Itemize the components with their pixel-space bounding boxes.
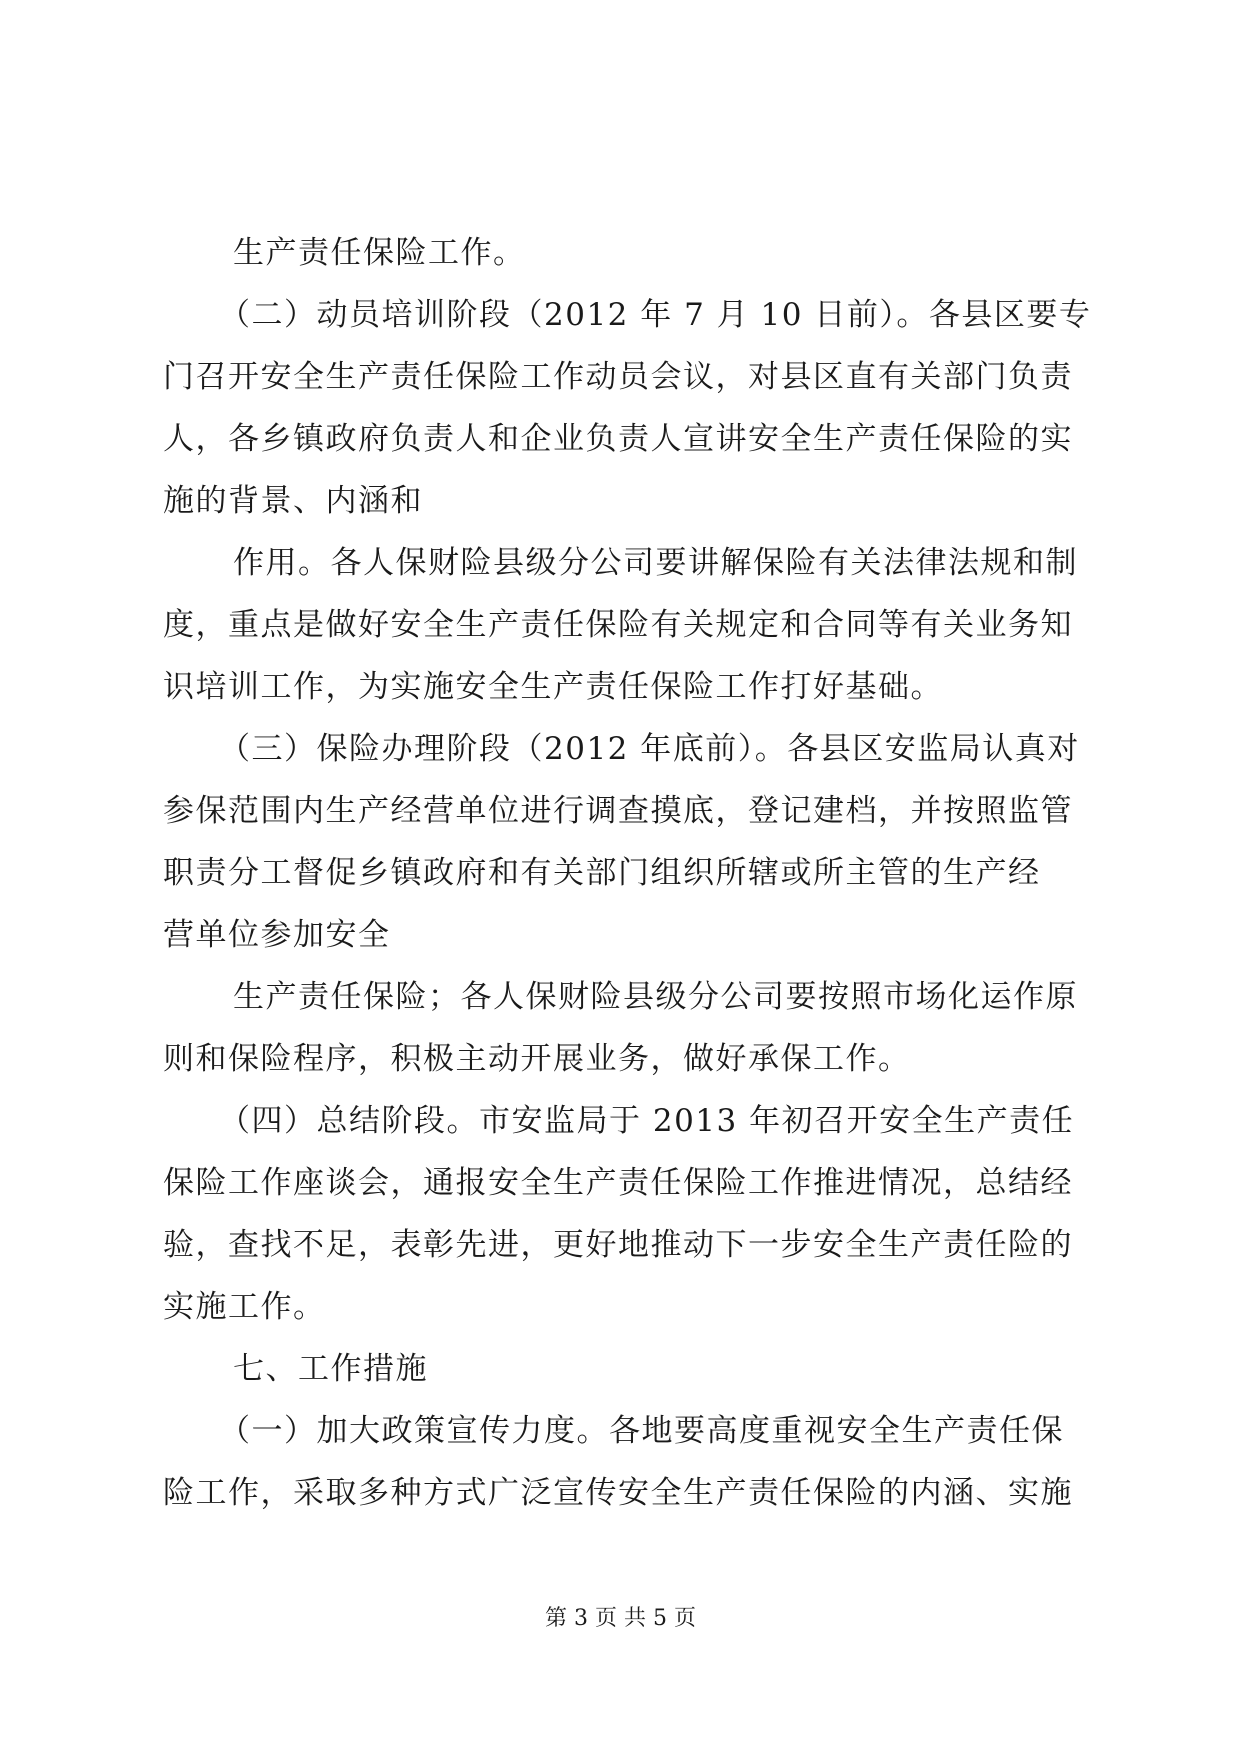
text-line-12: 营单位参加安全 [163,917,391,953]
text-line-10: 参保范围内生产经营单位进行调查摸底，登记建档，并按照监管 [163,793,1073,829]
text-line-4: 人，各乡镇政府负责人和企业负责人宣讲安全生产责任保险的实 [163,421,1073,457]
text-line-14: 则和保险程序，积极主动开展业务，做好承保工作。 [163,1041,911,1077]
text-line-9: （三）保险办理阶段（2012 年底前）。各县区安监局认真对 [219,731,1080,767]
text-line-2: （二）动员培训阶段（2012 年 7 月 10 日前）。各县区要专 [219,297,1092,333]
text-line-5: 施的背景、内涵和 [163,483,423,519]
document-body [163,222,1092,1524]
text-line-7: 度，重点是做好安全生产责任保险有关规定和合同等有关业务知 [163,607,1073,643]
section-heading: 七、工作措施 [233,1351,428,1387]
text-line-15: （四）总结阶段。市安监局于 2013 年初召开安全生产责任 [219,1103,1075,1139]
text-line-3: 门召开安全生产责任保险工作动员会议，对县区直有关部门负责 [163,359,1073,395]
text-line-1: 生产责任保险工作。 [233,235,526,271]
text-line-6: 作用。各人保财险县级分公司要讲解保险有关法律法规和制 [233,545,1078,581]
page-footer: 第 3 页 共 5 页 [545,1606,696,1631]
text-line-11: 职责分工督促乡镇政府和有关部门组织所辖或所主管的生产经 [163,855,1041,891]
text-line-21: 险工作，采取多种方式广泛宣传安全生产责任保险的内涵、实施 [163,1475,1073,1511]
text-line-16: 保险工作座谈会，通报安全生产责任保险工作推进情况，总结经 [163,1165,1073,1201]
text-line-13: 生产责任保险；各人保财险县级分公司要按照市场化运作原 [233,979,1078,1015]
text-line-8: 识培训工作，为实施安全生产责任保险工作打好基础。 [163,669,943,705]
text-line-18: 实施工作。 [163,1289,326,1325]
text-line-20: （一）加大政策宣传力度。各地要高度重视安全生产责任保 [219,1413,1064,1449]
text-line-17: 验，查找不足，表彰先进，更好地推动下一步安全生产责任险的 [163,1227,1073,1263]
